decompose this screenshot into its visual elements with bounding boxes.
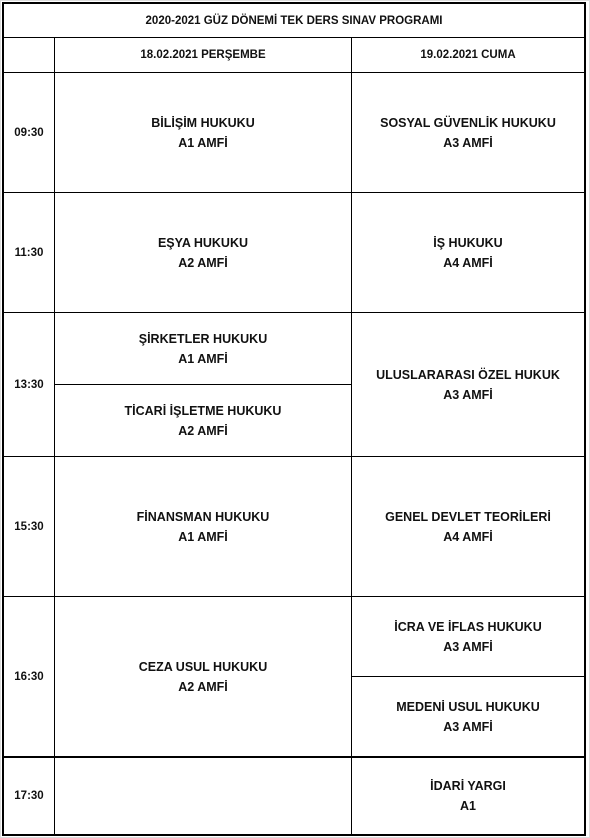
time-label: 13:30	[14, 378, 44, 391]
time-cell[interactable]	[2, 596, 54, 756]
time-cell[interactable]	[2, 456, 54, 596]
exam-course: İCRA VE İFLAS HUKUKU	[394, 619, 542, 634]
exam-course: SOSYAL GÜVENLİK HUKUKU	[380, 115, 556, 130]
day-header-thursday[interactable]	[54, 37, 351, 72]
header-corner-cell[interactable]	[2, 37, 54, 72]
exam-cell[interactable]	[351, 756, 586, 836]
exam-course: EŞYA HUKUKU	[157, 235, 249, 250]
exam-cell[interactable]	[351, 72, 586, 192]
exam-room: A1 AMFİ	[178, 351, 228, 366]
schedule-title-text: 2020-2021 GÜZ DÖNEMİ TEK DERS SINAV PROGRAMI	[145, 14, 443, 27]
exam-course: İŞ HUKUKU	[433, 235, 503, 250]
time-label: 16:30	[14, 670, 44, 683]
exam-course: ULUSLARARASI ÖZEL HUKUK	[376, 367, 560, 382]
exam-room: A3 AMFİ	[443, 387, 493, 402]
empty-exam-cell[interactable]	[54, 756, 351, 836]
exam-room: A2 AMFİ	[178, 679, 228, 694]
time-cell[interactable]	[2, 756, 54, 836]
day-header-label: 18.02.2021 PERŞEMBE	[140, 49, 266, 61]
exam-room: A1 AMFİ	[178, 529, 228, 544]
exam-cell[interactable]	[54, 596, 351, 756]
exam-cell[interactable]	[54, 312, 351, 384]
exam-cell[interactable]	[351, 596, 586, 676]
exam-cell[interactable]	[351, 312, 586, 456]
exam-room: A1	[460, 799, 476, 813]
exam-room: A3 AMFİ	[443, 135, 493, 150]
exam-course: İDARİ YARGI	[430, 779, 506, 793]
exam-cell[interactable]	[351, 456, 586, 596]
exam-cell[interactable]	[54, 192, 351, 312]
sheet-gridline	[0, 0, 590, 1]
exam-course: MEDENİ USUL HUKUKU	[396, 699, 540, 714]
exam-room: A3 AMFİ	[443, 719, 493, 734]
exam-room: A1 AMFİ	[178, 135, 228, 150]
schedule-title[interactable]	[2, 2, 586, 37]
exam-room: A4 AMFİ	[443, 255, 493, 270]
exam-cell[interactable]	[54, 456, 351, 596]
exam-course: BİLİŞİM HUKUKU	[151, 115, 255, 130]
exam-course: ŞİRKETLER HUKUKU	[138, 331, 268, 346]
exam-course: TİCARİ İŞLETME HUKUKU	[124, 403, 282, 418]
sheet-gridline	[0, 0, 1, 838]
exam-room: A2 AMFİ	[178, 255, 228, 270]
exam-course: CEZA USUL HUKUKU	[138, 659, 268, 674]
exam-cell[interactable]	[351, 676, 586, 756]
time-cell[interactable]	[2, 312, 54, 456]
exam-course: FİNANSMAN HUKUKU	[136, 509, 270, 524]
exam-course: GENEL DEVLET TEORİLERİ	[385, 509, 551, 524]
time-cell[interactable]	[2, 72, 54, 192]
time-label: 17:30	[14, 790, 44, 802]
time-label: 09:30	[14, 126, 44, 139]
exam-room: A3 AMFİ	[443, 639, 493, 654]
day-header-friday[interactable]	[351, 37, 586, 72]
exam-cell[interactable]	[54, 384, 351, 456]
exam-cell[interactable]	[54, 72, 351, 192]
exam-cell[interactable]	[351, 192, 586, 312]
time-cell[interactable]	[2, 192, 54, 312]
exam-room: A4 AMFİ	[443, 529, 493, 544]
time-label: 15:30	[14, 520, 44, 533]
day-header-label: 19.02.2021 CUMA	[420, 49, 516, 61]
exam-room: A2 AMFİ	[178, 423, 228, 438]
time-label: 11:30	[14, 246, 44, 259]
